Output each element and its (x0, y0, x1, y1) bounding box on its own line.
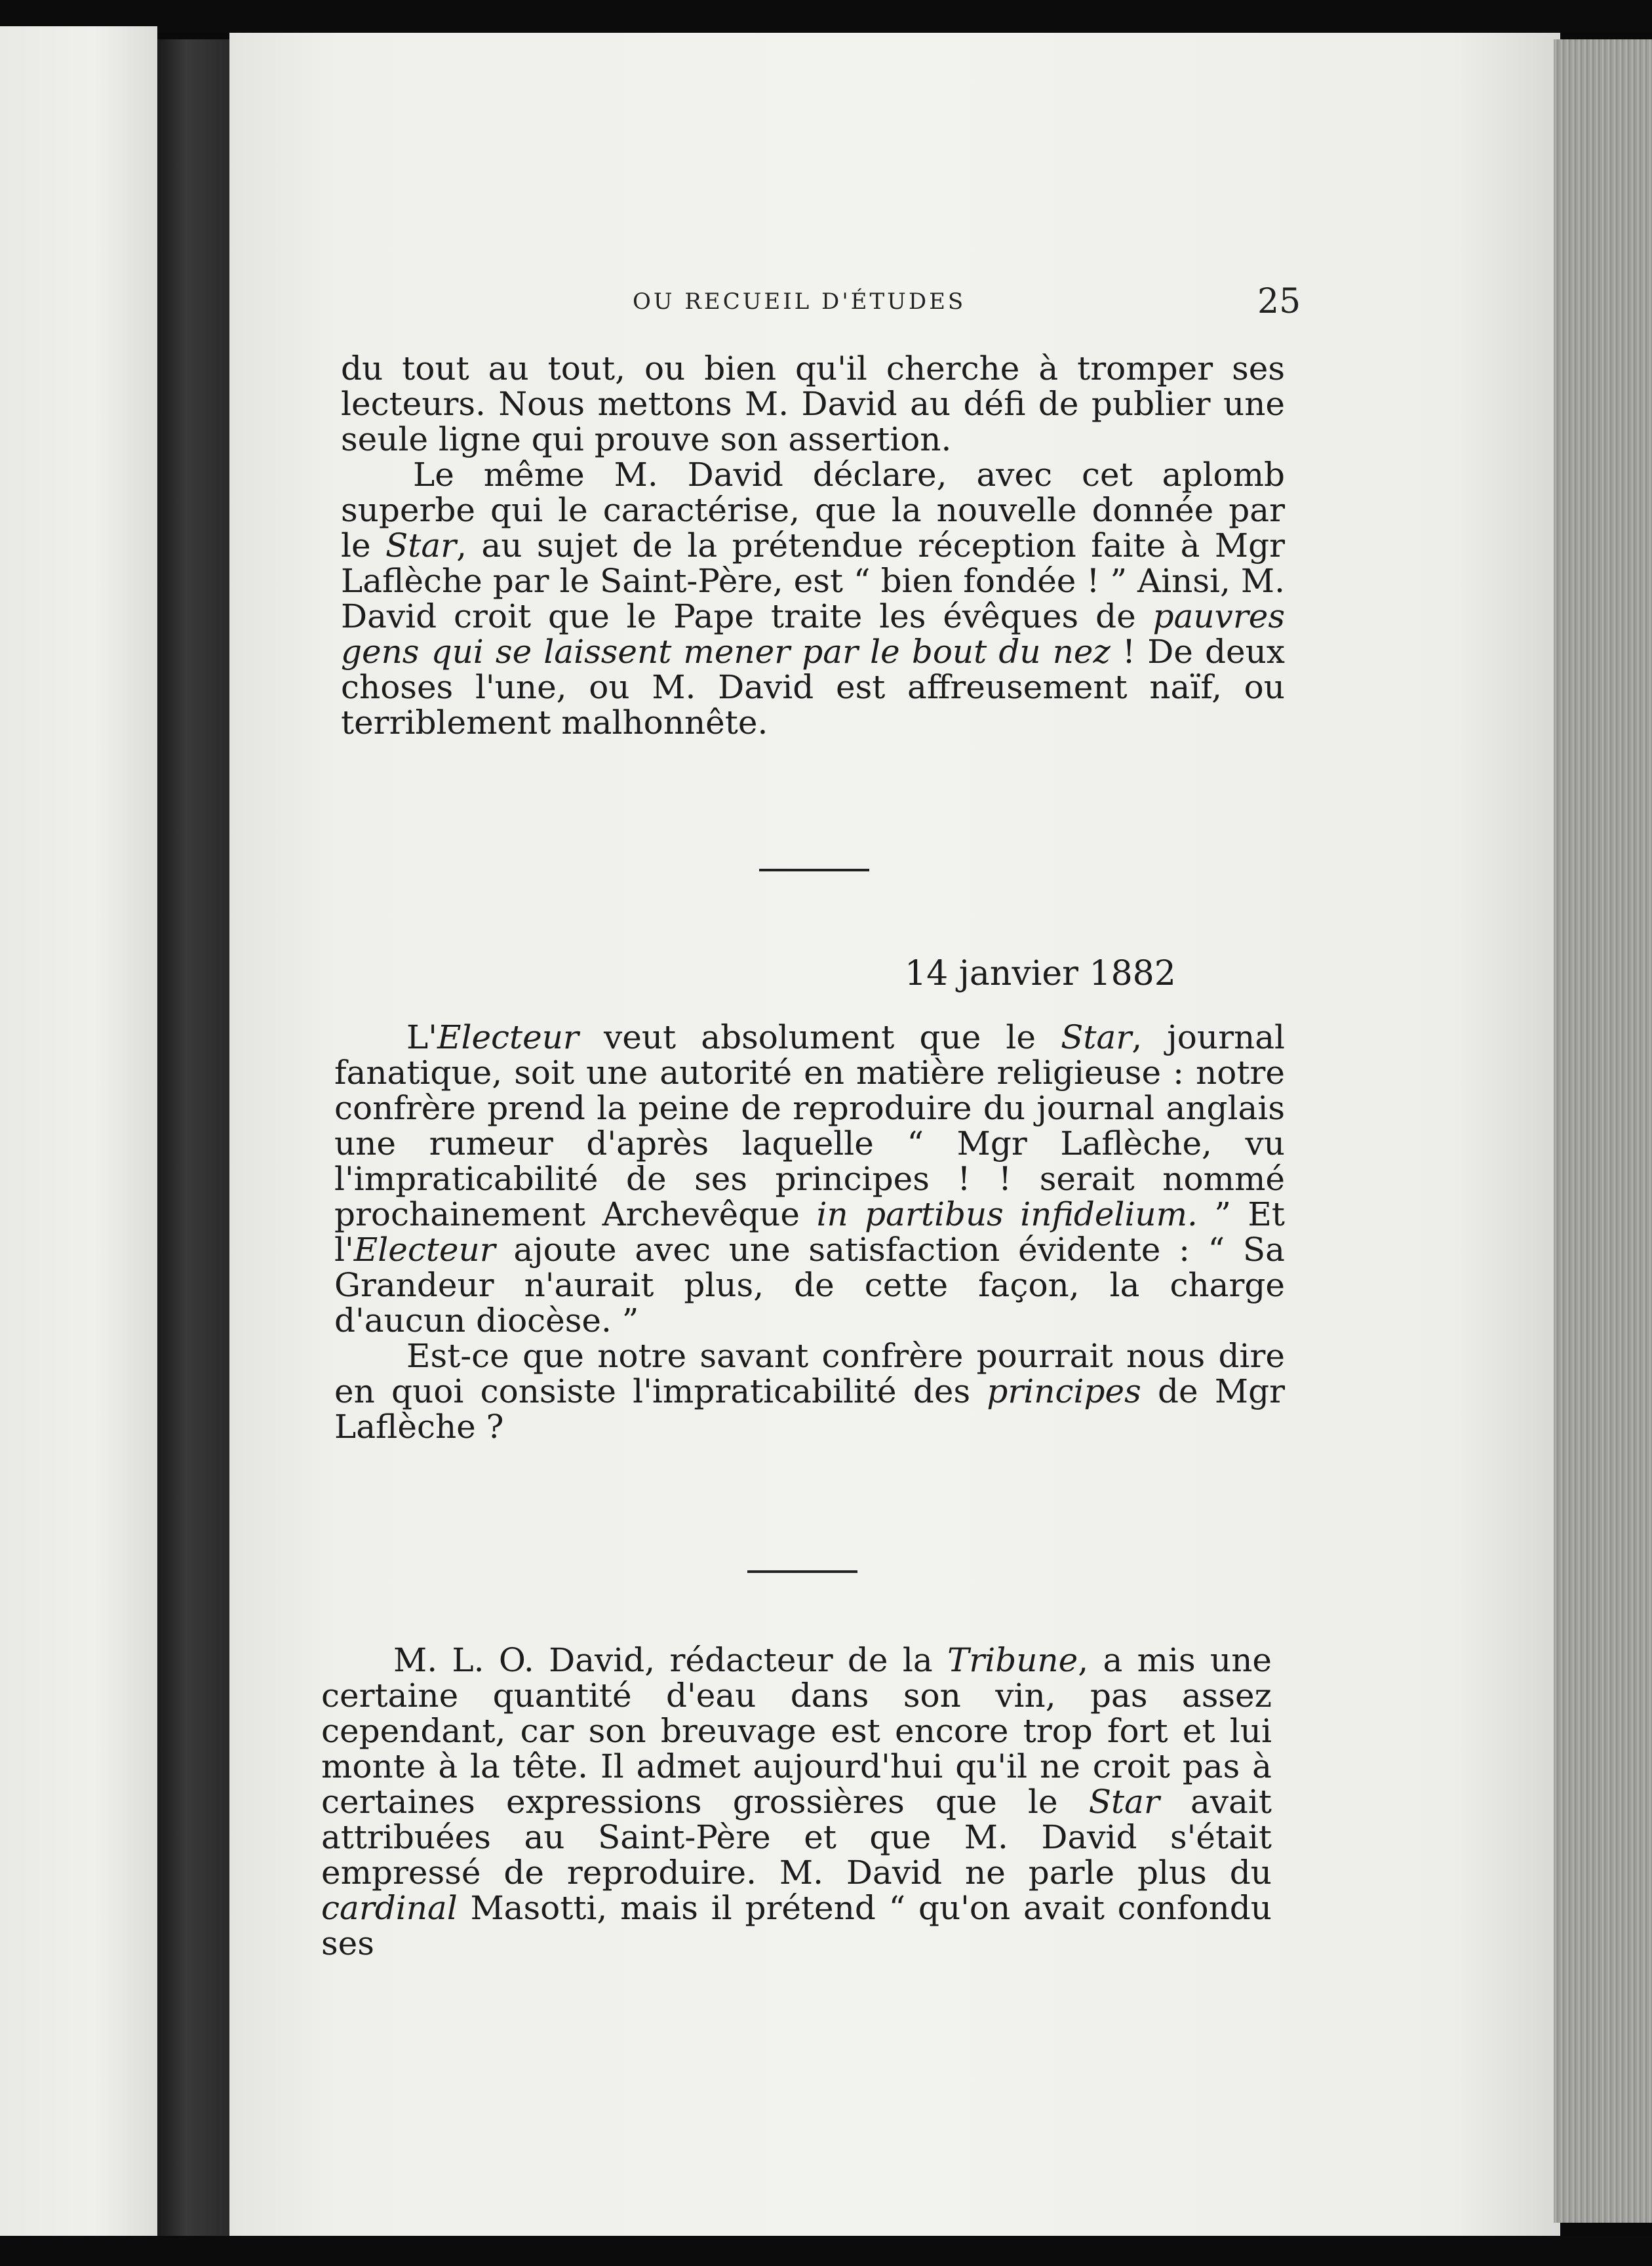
italic-electeur: Electeur (353, 1231, 496, 1269)
italic-star: Star (1061, 1018, 1132, 1056)
text-run: M. L. O. David, rédacteur de la (393, 1641, 947, 1679)
left-page-margin (0, 26, 157, 2266)
section-2 (334, 1020, 1285, 1444)
text-run: veut absolument que le (578, 1018, 1061, 1056)
scan-top-border (0, 0, 1652, 33)
italic-tribune: Tribune (947, 1641, 1078, 1679)
italic-principes: principes (987, 1372, 1141, 1410)
page-edges (1554, 39, 1652, 2223)
paragraph-5 (321, 1642, 1272, 1961)
paragraph-1: du tout au tout, ou bien qu'il cherche à tromper ses lecteurs. Nous mettons M. David au défi de publier une seule ligne qui prouve son assertion. (341, 349, 1285, 458)
section-divider-2 (747, 1570, 857, 1573)
book-gutter (157, 39, 229, 2266)
text-run: ajoute avec une satisfaction évidente : “ Sa Grandeur n'aurait plus, de cette façon, la charge d'aucun diocèse. ” (334, 1231, 1285, 1340)
paragraph-4 (334, 1338, 1285, 1444)
text-run: ” Et l' (334, 1195, 1285, 1269)
italic-star: Star (385, 527, 457, 565)
paragraph-2 (341, 457, 1285, 740)
italic-electeur: Electeur (437, 1018, 579, 1056)
text-run: avait attribuées au Saint-Père et que M. David s'était empressé de reproduire. M. David ne parle plus du (321, 1783, 1272, 1892)
text-run: Masotti, mais il prétend “ qu'on avait confondu ses (321, 1889, 1272, 1962)
text-run: de Mgr Laflèche ? (334, 1372, 1285, 1446)
text-run: L' (406, 1018, 437, 1056)
text-run: Est-ce que notre savant confrère pourrait nous dire en quoi consiste l'impraticabilité des (334, 1337, 1285, 1410)
section-divider-1 (759, 869, 869, 871)
italic-star: Star (1088, 1783, 1160, 1821)
italic-cardinal: cardinal (321, 1889, 458, 1927)
scan-bottom-border (0, 2236, 1652, 2266)
paragraph-3 (334, 1020, 1285, 1338)
text-run: , journal fanatique, soit une autorité en matière religieuse : notre confrère prend la peine de reproduire du journal anglais une rumeur d'après laquelle “ Mgr Laflèche, vu l'impraticabilité de ses principes ! ! serait nommé prochainement Archevêque (334, 1018, 1285, 1233)
section-1 (341, 351, 1285, 740)
entry-date: 14 janvier 1882 (905, 954, 1176, 993)
italic-quote: pauvres gens qui se laissent mener par le bout du nez (341, 597, 1285, 671)
text-run: ! De deux choses l'une, ou M. David est affreusement naïf, ou terriblement malhonnête. (341, 633, 1286, 742)
italic-latin: in partibus infidelium. (816, 1195, 1198, 1233)
text-run: , a mis une certaine quantité d'eau dans son vin, pas assez cependant, car son breuvage est encore trop fort et lui monte à la tête. Il admet aujourd'hui qu'il ne croit pas à certaines expressions grossières que le (321, 1641, 1272, 1821)
running-head: OU RECUEIL D'ÉTUDES (633, 288, 966, 315)
text-run: Le même M. David déclare, avec cet aplomb superbe qui le caractérise, que la nouvelle donnée par le (341, 456, 1285, 565)
section-3 (321, 1642, 1272, 1961)
text-run: , au sujet de la prétendue réception faite à Mgr Laflèche par le Saint-Père, est “ bien fondée ! ” Ainsi, M. David croit que le Pape traite les évêques de (341, 527, 1285, 635)
page-number: 25 (1257, 282, 1301, 321)
